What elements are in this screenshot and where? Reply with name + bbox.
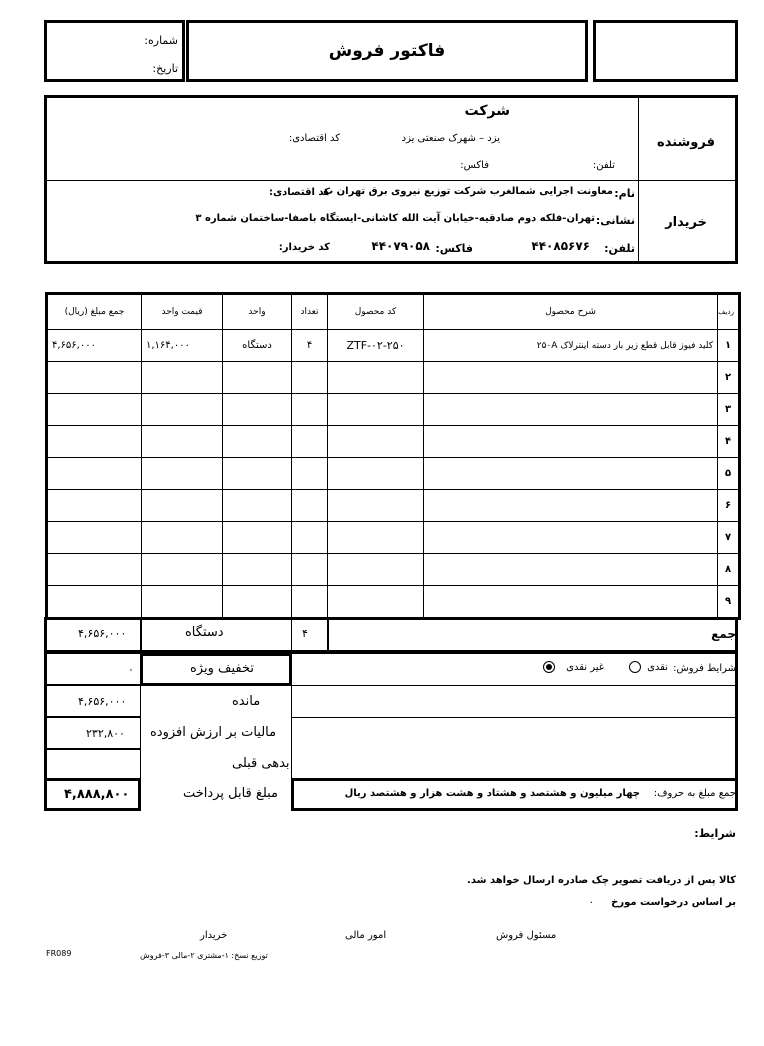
col-header-row: ردیف (718, 294, 740, 330)
number-label: شماره: (144, 34, 178, 47)
buyer-code-label: کد خریدار: (278, 242, 330, 253)
parties-box (44, 95, 738, 264)
buyer-fax-label: فاکس: (435, 242, 473, 255)
footer-note-2-value: ۰ (588, 897, 594, 908)
buyer-fax: ۴۴۰۷۹۰۵۸ (371, 239, 430, 253)
row-number: ۸ (718, 554, 740, 586)
non-cash-option-label: غیر نقدی (566, 662, 604, 673)
table-row (47, 394, 740, 426)
seller-fax-label: فاکس: (460, 160, 489, 171)
title-box (186, 20, 588, 82)
header-right-box (593, 20, 738, 82)
cash-radio[interactable] (629, 661, 641, 673)
amount-in-words-value: چهار میلیون و هشتصد و هشتاد و هشت هزار و هشتصد ریال (344, 788, 640, 799)
col-header-product-code: کد محصول (328, 294, 424, 330)
form-code: FR089 (46, 949, 72, 958)
buyer-economic-code-label: کد اقتصادی: (268, 187, 330, 198)
seller-company: شرکت (464, 103, 510, 119)
footer-note-2: بر اساس درخواست مورخ (611, 897, 736, 908)
seller-section-label: فروشنده (657, 135, 715, 150)
row-unit-price: ۱,۱۶۴,۰۰۰ (142, 330, 223, 362)
col-header-total: جمع مبلغ (ریال) (47, 294, 142, 330)
blank-box-2 (291, 717, 738, 779)
prev-debt-value-cell (44, 749, 141, 779)
remaining-value: ۴,۶۵۶,۰۰۰ (78, 695, 127, 708)
seller-address: یزد – شهرک صنعتی یزد (401, 133, 500, 144)
table-row (47, 554, 740, 586)
buyer-address: تهران-فلکه دوم صادقیه-خیابان آیت الله کاشانی-ایستگاه باصفا-ساختمان شماره ۳ (195, 213, 595, 224)
blank-box-1 (291, 685, 738, 718)
vat-value: ۲۳۲,۸۰۰ (86, 727, 125, 740)
col-header-unit: واحد (223, 294, 292, 330)
row-number: ۶ (718, 490, 740, 522)
row-unit: دستگاه (223, 330, 292, 362)
row-number: ۳ (718, 394, 740, 426)
table-row (47, 458, 740, 490)
sum-row-divider-3 (327, 617, 329, 653)
non-cash-option[interactable] (540, 661, 604, 673)
row-number: ۵ (718, 458, 740, 490)
row-number: ۱ (718, 330, 740, 362)
seller-phone-label: تلفن: (592, 160, 615, 171)
payable-value: ۴,۸۸۸,۸۰۰ (64, 787, 130, 802)
buyer-name: معاونت اجرایی شمالغرب شرکت توزیع نیروی برق تهران ب (323, 186, 613, 197)
discount-label: تخفیف ویژه (190, 661, 254, 676)
col-header-qty: تعداد (292, 294, 328, 330)
table-row (47, 522, 740, 554)
remaining-label: مانده (232, 694, 261, 709)
sum-row (44, 617, 738, 653)
distribution-note: توزیع نسخ: ۱-مشتری ۲-مالی ۳-فروش (140, 951, 268, 960)
sale-terms-box (291, 653, 738, 686)
row-total: ۴,۶۵۶,۰۰۰ (47, 330, 142, 362)
vat-label: مالیات بر ارزش افزوده (150, 725, 277, 740)
row-number: ۲ (718, 362, 740, 394)
cash-option[interactable] (626, 661, 668, 673)
totals-left-border (44, 617, 47, 811)
buyer-name-label: نام: (614, 187, 635, 200)
sale-terms-label: شرایط فروش: (673, 663, 736, 674)
discount-value-cell (44, 653, 141, 685)
conditions-label: شرایط: (694, 827, 736, 840)
col-header-description: شرح محصول (424, 294, 718, 330)
discount-value: ۰ (128, 663, 134, 676)
row-product-code: ZTF-۰۲-۲۵۰ (328, 330, 424, 362)
row-number: ۴ (718, 426, 740, 458)
amount-in-words-label: جمع مبلغ به حروف: (653, 788, 736, 799)
sum-amount: ۴,۶۵۶,۰۰۰ (78, 627, 127, 640)
sign-buyer: خریدار (200, 930, 228, 941)
row-number: ۹ (718, 586, 740, 619)
table-row (47, 490, 740, 522)
number-date-box (44, 20, 185, 82)
sum-row-divider-1 (140, 617, 142, 653)
footer-note-1: کالا پس از دریافت تصویر چک صادره ارسال خواهد شد. (467, 875, 736, 886)
sum-unit: دستگاه (185, 625, 224, 640)
sum-qty: ۴ (302, 627, 308, 640)
row-description: کلید فیوز قابل قطع زیر بار دسته اینترلاک ۲۵۰A (424, 330, 718, 362)
sign-finance: امور مالی (345, 930, 387, 941)
buyer-phone: ۴۴۰۸۵۶۷۶ (531, 239, 590, 253)
section-divider-horizontal (47, 180, 735, 181)
row-number: ۷ (718, 522, 740, 554)
row-qty: ۴ (292, 330, 328, 362)
page-title: فاکتور فروش (328, 41, 446, 61)
table-row (47, 426, 740, 458)
table-row (47, 586, 740, 619)
col-header-unit-price: قیمت واحد (142, 294, 223, 330)
sum-label: جمع (711, 627, 736, 641)
buyer-phone-label: تلفن: (604, 242, 635, 255)
table-row (47, 362, 740, 394)
table-header-row (47, 294, 740, 330)
sum-row-divider-2 (291, 617, 292, 653)
items-table (45, 292, 741, 620)
date-label: تاریخ: (152, 62, 178, 75)
seller-economic-code-label: کد اقتصادی: (288, 133, 340, 144)
non-cash-radio[interactable] (543, 661, 555, 673)
buyer-section-label: خریدار (665, 215, 707, 230)
sign-sales: مسئول فروش (496, 930, 557, 941)
payable-label: مبلغ قابل پرداخت (183, 786, 279, 801)
cash-option-label: نقدی (647, 662, 668, 673)
buyer-address-label: نشانی: (595, 214, 635, 227)
prev-debt-label: بدهی قبلی (232, 756, 290, 771)
table-row (47, 330, 740, 362)
